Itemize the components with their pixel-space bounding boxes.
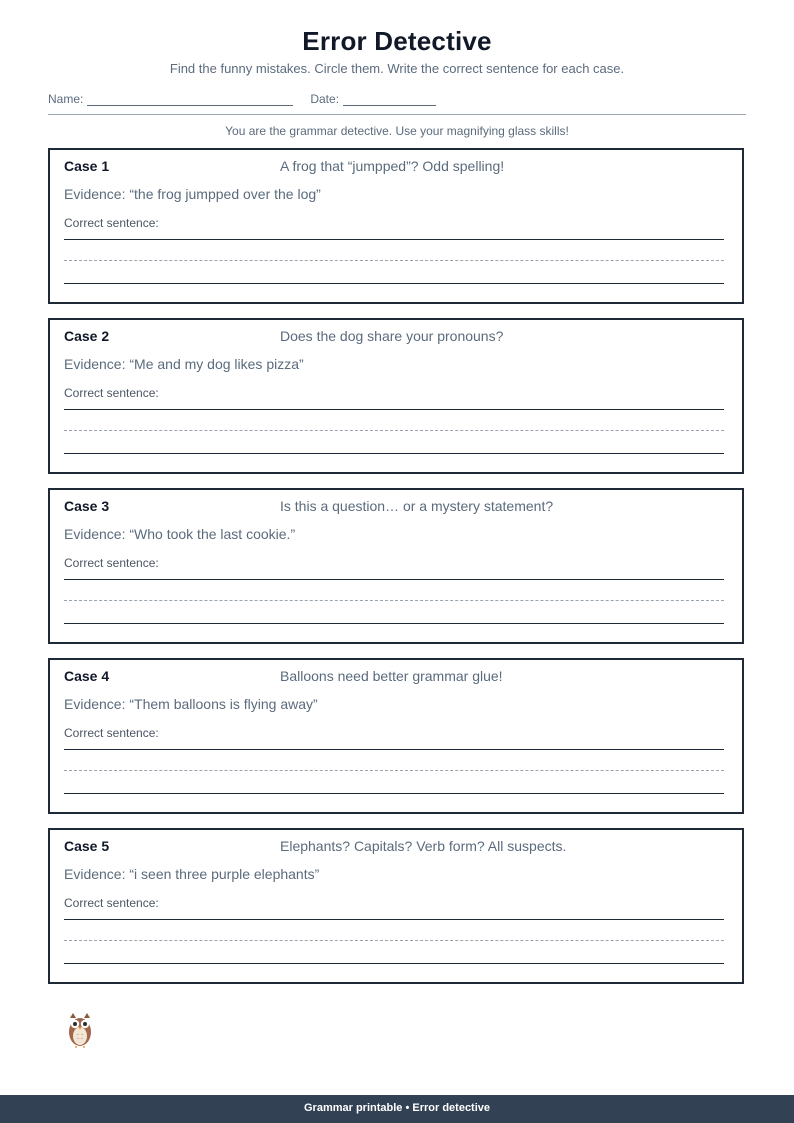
- case-card: [48, 318, 744, 474]
- writing-line-top[interactable]: [64, 919, 724, 920]
- worksheet-title: Error Detective: [302, 26, 492, 56]
- case-hint: A frog that “jumpped”? Odd spelling!: [280, 158, 505, 174]
- correct-sentence-label: Correct sentence:: [64, 216, 159, 230]
- header-divider: [48, 114, 746, 115]
- correct-sentence-label: Correct sentence:: [64, 386, 159, 400]
- name-date-row: [48, 92, 436, 106]
- correct-sentence-label: Correct sentence:: [64, 726, 159, 740]
- writing-line-base[interactable]: [64, 453, 724, 454]
- worksheet-subtitle: Find the funny mistakes. Circle them. Write the correct sentence for each case.: [169, 61, 625, 76]
- case-label: Case 3: [64, 498, 110, 514]
- page-footer: Grammar printable • Error detective: [0, 1095, 794, 1123]
- case-evidence: Evidence: “the frog jumpped over the log”: [64, 186, 321, 202]
- name-label: Name:: [48, 92, 84, 106]
- case-card: [48, 658, 744, 814]
- writing-line-base[interactable]: [64, 793, 724, 794]
- correct-sentence-label: Correct sentence:: [64, 556, 159, 570]
- writing-line-mid: [64, 770, 724, 771]
- case-hint: Balloons need better grammar glue!: [280, 668, 503, 684]
- date-field-line[interactable]: [343, 93, 436, 106]
- writing-line-top[interactable]: [64, 579, 724, 580]
- case-label: Case 1: [64, 158, 110, 174]
- owl-icon: [66, 1012, 94, 1048]
- writing-line-top[interactable]: [64, 239, 724, 240]
- writing-line-base[interactable]: [64, 963, 724, 964]
- case-label: Case 4: [64, 668, 110, 684]
- date-label: Date:: [310, 92, 340, 106]
- case-evidence: Evidence: “Who took the last cookie.”: [64, 526, 296, 542]
- case-label: Case 2: [64, 328, 110, 344]
- writing-line-top[interactable]: [64, 409, 724, 410]
- writing-line-mid: [64, 260, 724, 261]
- writing-line-top[interactable]: [64, 749, 724, 750]
- case-hint: Does the dog share your pronouns?: [280, 328, 504, 344]
- correct-sentence-label: Correct sentence:: [64, 896, 159, 910]
- name-field-line[interactable]: [87, 93, 293, 106]
- case-hint: Is this a question… or a mystery statement?: [280, 498, 554, 514]
- writing-line-mid: [64, 940, 724, 941]
- case-label: Case 5: [64, 838, 110, 854]
- case-card: [48, 828, 744, 984]
- case-evidence: Evidence: “Them balloons is flying away”: [64, 696, 318, 712]
- case-evidence: Evidence: “i seen three purple elephants”: [64, 866, 320, 882]
- writing-line-base[interactable]: [64, 283, 724, 284]
- writing-line-mid: [64, 600, 724, 601]
- case-hint: Elephants? Capitals? Verb form? All suspects.: [280, 838, 567, 854]
- case-card: [48, 488, 744, 644]
- intro-text: You are the grammar detective. Use your magnifying glass skills!: [225, 124, 569, 138]
- case-evidence: Evidence: “Me and my dog likes pizza”: [64, 356, 304, 372]
- writing-line-base[interactable]: [64, 623, 724, 624]
- writing-line-mid: [64, 430, 724, 431]
- case-card: [48, 148, 744, 304]
